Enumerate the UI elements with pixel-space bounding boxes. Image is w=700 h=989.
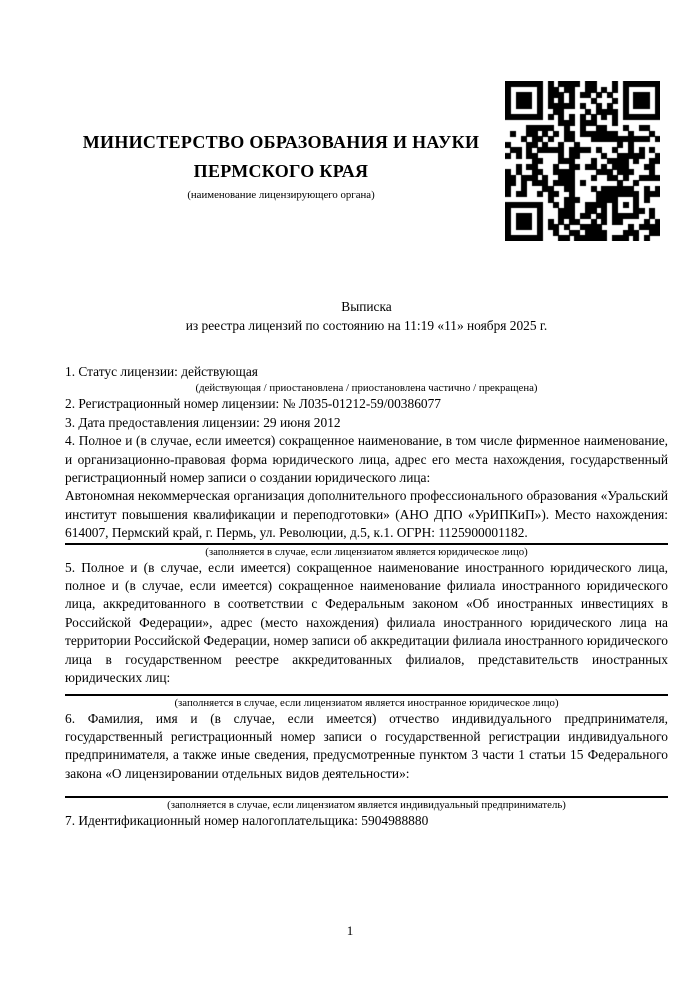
qr-code-icon [505, 81, 660, 241]
ministry-name-line2: ПЕРМСКОГО КРАЯ [193, 161, 369, 181]
item-4-legal-entity-question: 4. Полное и (в случае, если имеется) сокращенное наименование, в том числе фирменное наименование, и организационно-правовая форма юридического лица, адрес его места нахождения, государственный регистрационный номер записи о создании юридического лица: [65, 433, 668, 486]
item-1-status-options: (действующая / приостановлена / приостановлена частично / прекращена) [195, 382, 538, 395]
item-4-legal-entity-answer: Автономная некоммерческая организация дополнительного профессионального образования «Уральский институт повышения квалификации и переподготовки» (АНО ДПО «УрИПКиП»). Место нахождения: 614007, Пермский край, г. Пермь, ул. Революции, д.5, к.1. ОГРН: 1125900001182. [65, 488, 668, 541]
item-4-fill-caption: (заполняется в случае, если лицензиатом является юридическое лицо) [205, 545, 528, 558]
item-6-entrepreneur-question: 6. Фамилия, имя и (в случае, если имеется) отчество индивидуального предпринимателя, государственный регистрационный номер записи о государственной регистрации индивидуального предпринимателя, а также иные сведения, предусмотренные пунктом 3 части 1 статьи 15 Федерального закона «О лицензировании отдельных видов деятельности»: [65, 710, 668, 781]
item-7-taxpayer-number: 7. Идентификационный номер налогоплательщика: 5904988880 [65, 813, 429, 829]
document-title [65, 297, 668, 335]
licensing-authority-caption: (наименование лицензирующего органа) [187, 189, 375, 201]
title-line1: Выписка [341, 299, 392, 314]
item-3-grant-date: 3. Дата предоставления лицензии: 29 июня 2012 [65, 414, 341, 430]
title-line2: из реестра лицензий по состоянию на 11:19 «11» ноября 2025 г. [185, 318, 548, 333]
ministry-name-line1: МИНИСТЕРСТВО ОБРАЗОВАНИЯ И НАУКИ [82, 132, 480, 152]
item-1-license-status: 1. Статус лицензии: действующая [65, 364, 258, 379]
item-2-registration-number: 2. Регистрационный номер лицензии: № Л035-01212-59/00386077 [65, 396, 441, 412]
page-number: 1 [346, 923, 354, 938]
licensing-authority-header [65, 128, 497, 202]
extract-content [65, 363, 668, 831]
item-5-fill-caption: (заполняется в случае, если лицензиатом является иностранное юридическое лицо) [174, 696, 559, 709]
item-5-foreign-entity-question: 5. Полное и (в случае, если имеется) сокращенное наименование иностранного юридического лица, полное и (в случае, если имеется) сокращенное наименование филиала иностранного юридического лица, аккредитованного в соответствии с Федеральным законом «Об иностранных инвестициях в Российской Федерации», адрес (место нахождения) филиала иностранного юридического лица на территории Российской Федерации, номер записи об аккредитации филиала иностранного юридического лица в государственном реестре аккредитованных филиалов, представительств иностранных юридических лиц: [65, 559, 668, 686]
item-6-fill-caption: (заполняется в случае, если лицензиатом является индивидуальный предприниматель) [167, 799, 566, 812]
